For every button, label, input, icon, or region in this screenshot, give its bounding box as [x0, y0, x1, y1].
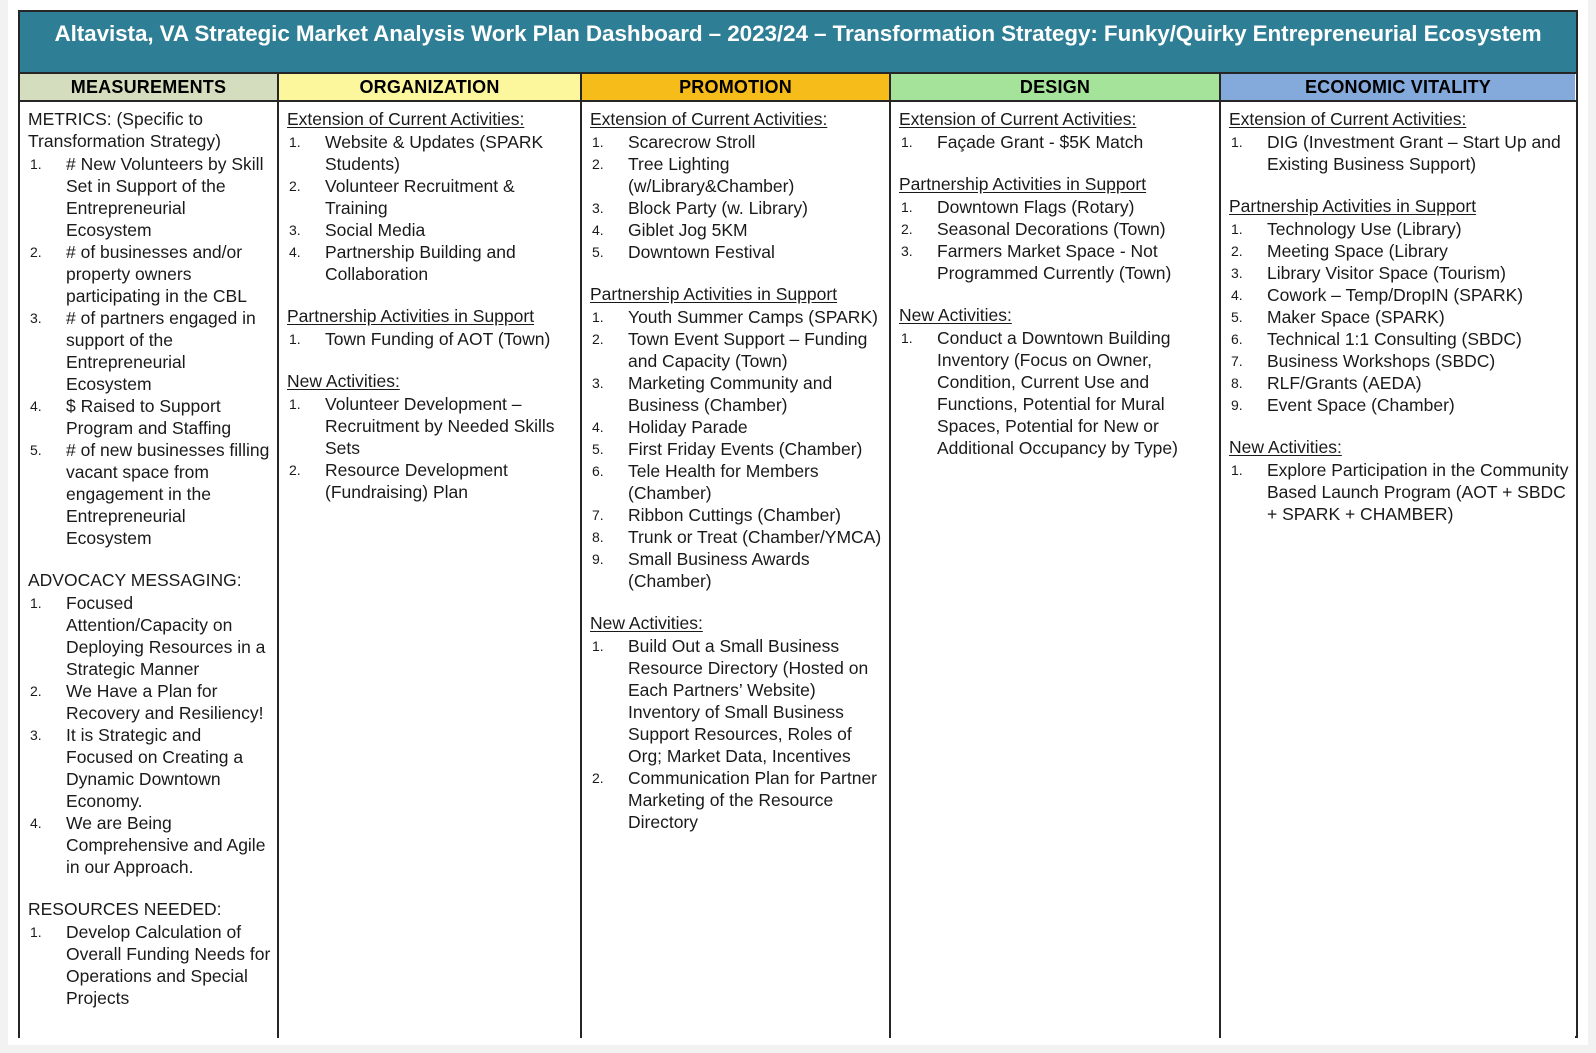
list-item-text: Façade Grant - $5K Match — [937, 132, 1144, 152]
section-spacer — [1229, 175, 1569, 195]
list-item-text: Youth Summer Camps (SPARK) — [628, 307, 878, 327]
column-header-promotion — [582, 74, 891, 100]
column-body-promotion — [582, 102, 891, 1038]
column-header-label: PROMOTION — [679, 76, 792, 97]
list-item-text: Marketing Community and Business (Chamber) — [628, 373, 833, 415]
list-item — [590, 153, 883, 197]
list-item-number: 5. — [30, 442, 42, 458]
list-item — [287, 328, 574, 350]
section-spacer — [590, 263, 883, 283]
section-item-list — [28, 592, 271, 878]
list-item — [590, 416, 883, 438]
section-item-list — [1229, 218, 1569, 416]
list-item-text: Tele Health for Members (Chamber) — [628, 461, 819, 503]
list-item-number: 1. — [30, 156, 42, 172]
section-heading: ADVOCACY MESSAGING: — [28, 570, 242, 590]
list-item-text: DIG (Investment Grant – Start Up and Existing Business Support) — [1267, 132, 1561, 174]
list-item — [899, 218, 1213, 240]
list-item — [1229, 372, 1569, 394]
list-item — [1229, 218, 1569, 240]
section-block — [287, 108, 574, 285]
list-item-text: Cowork – Temp/DropIN (SPARK) — [1267, 285, 1524, 305]
column-header-label: MEASUREMENTS — [70, 76, 227, 97]
column-header-row — [20, 74, 1576, 102]
page-margin-right — [1588, 0, 1596, 1053]
list-item-text: Downtown Flags (Rotary) — [937, 197, 1135, 217]
list-item-number: 1. — [592, 134, 604, 150]
list-item-number: 9. — [592, 551, 604, 567]
list-item-number: 4. — [592, 419, 604, 435]
list-item — [28, 395, 271, 439]
list-item-number: 3. — [1231, 265, 1243, 281]
list-item-text: Library Visitor Space (Tourism) — [1267, 263, 1506, 283]
list-item — [899, 131, 1213, 153]
section-heading: New Activities: — [1229, 437, 1342, 457]
list-item-text: Tree Lighting (w/Library&Chamber) — [628, 154, 795, 196]
section-block — [28, 108, 271, 549]
list-item — [590, 548, 883, 592]
list-item-number: 2. — [1231, 243, 1243, 259]
list-item — [28, 439, 271, 549]
list-item-number: 1. — [1231, 462, 1243, 478]
list-item-text: Giblet Jog 5KM — [628, 220, 748, 240]
list-item-number: 3. — [592, 375, 604, 391]
section-heading: Partnership Activities in Support — [1229, 196, 1477, 216]
list-item — [28, 724, 271, 812]
list-item-number: 4. — [1231, 287, 1243, 303]
list-item — [590, 306, 883, 328]
list-item — [899, 327, 1213, 459]
section-item-list — [1229, 459, 1569, 525]
column-header-label: ORGANIZATION — [359, 76, 500, 97]
list-item-number: 5. — [592, 441, 604, 457]
list-item-text: Town Event Support – Funding and Capacity (Town) — [628, 329, 868, 371]
list-item-number: 1. — [289, 331, 301, 347]
list-item — [287, 241, 574, 285]
list-item-number: 6. — [1231, 331, 1243, 347]
section-heading: Partnership Activities in Support — [590, 284, 838, 304]
list-item-text: # of businesses and/or property owners participating in the CBL — [66, 242, 247, 306]
section-spacer — [287, 285, 574, 305]
list-item-text: # New Volunteers by Skill Set in Support of the Entrepreneurial Ecosystem — [66, 154, 264, 240]
list-item — [590, 526, 883, 548]
list-item-number: 8. — [592, 529, 604, 545]
section-heading: New Activities: — [590, 613, 703, 633]
list-item — [1229, 131, 1569, 175]
list-item-text: Trunk or Treat (Chamber/YMCA) — [628, 527, 882, 547]
list-item-number: 2. — [289, 462, 301, 478]
list-item-number: 3. — [901, 243, 913, 259]
section-spacer — [287, 350, 574, 370]
work-plan-table — [18, 10, 1578, 1038]
section-block — [28, 898, 271, 1009]
section-item-list — [899, 327, 1213, 459]
list-item-text: $ Raised to Support Program and Staffing — [66, 396, 232, 438]
list-item — [1229, 306, 1569, 328]
list-item-text: Scarecrow Stroll — [628, 132, 756, 152]
list-item-number: 7. — [592, 507, 604, 523]
list-item-number: 1. — [30, 924, 42, 940]
list-item — [28, 921, 271, 1009]
section-spacer — [899, 153, 1213, 173]
list-item-number: 2. — [289, 178, 301, 194]
list-item-number: 8. — [1231, 375, 1243, 391]
section-item-list — [899, 131, 1213, 153]
list-item-number: 2. — [592, 770, 604, 786]
list-item-number: 1. — [901, 330, 913, 346]
section-item-list — [590, 306, 883, 592]
section-heading: Extension of Current Activities: — [590, 109, 828, 129]
list-item-text: Develop Calculation of Overall Funding Needs for Operations and Special Projects — [66, 922, 271, 1008]
list-item — [590, 372, 883, 416]
list-item-text: # of partners engaged in support of the Entrepreneurial Ecosystem — [66, 308, 256, 394]
list-item-text: Event Space (Chamber) — [1267, 395, 1455, 415]
section-heading: Partnership Activities in Support — [899, 174, 1147, 194]
section-spacer — [28, 878, 271, 898]
list-item-text: We are Being Comprehensive and Agile in our Approach. — [66, 813, 266, 877]
list-item — [590, 197, 883, 219]
section-heading: METRICS: (Specific to Transformation Strategy) — [28, 109, 221, 151]
section-block — [899, 108, 1213, 153]
section-item-list — [590, 635, 883, 833]
list-item-number: 4. — [30, 398, 42, 414]
column-body-economic-vitality — [1221, 102, 1575, 1038]
column-header-label: ECONOMIC VITALITY — [1304, 76, 1492, 97]
section-heading: New Activities: — [287, 371, 400, 391]
list-item-text: First Friday Events (Chamber) — [628, 439, 863, 459]
list-item — [1229, 350, 1569, 372]
section-item-list — [287, 393, 574, 503]
column-header-label: DESIGN — [1019, 76, 1091, 97]
list-item-number: 3. — [289, 222, 301, 238]
list-item-text: Ribbon Cuttings (Chamber) — [628, 505, 842, 525]
list-item-number: 3. — [30, 727, 42, 743]
list-item-text: Block Party (w. Library) — [628, 198, 808, 218]
column-header-economic-vitality — [1221, 74, 1575, 100]
list-item-number: 1. — [1231, 134, 1243, 150]
list-item-number: 3. — [30, 310, 42, 326]
section-block — [1229, 195, 1569, 416]
list-item — [590, 460, 883, 504]
list-item-number: 2. — [901, 221, 913, 237]
section-heading: Extension of Current Activities: — [287, 109, 525, 129]
column-body-organization — [279, 102, 582, 1038]
list-item-text: Holiday Parade — [628, 417, 748, 437]
column-body-row — [20, 102, 1576, 1038]
list-item — [1229, 394, 1569, 416]
list-item-text: Maker Space (SPARK) — [1267, 307, 1445, 327]
section-item-list — [1229, 131, 1569, 175]
list-item-text: Technology Use (Library) — [1267, 219, 1462, 239]
list-item-text: Downtown Festival — [628, 242, 775, 262]
list-item — [590, 328, 883, 372]
list-item — [287, 219, 574, 241]
section-item-list — [590, 131, 883, 263]
section-spacer — [590, 592, 883, 612]
column-body-measurements — [20, 102, 279, 1038]
list-item — [590, 635, 883, 767]
page-margin-left — [0, 0, 8, 1053]
list-item-text: RLF/Grants (AEDA) — [1267, 373, 1422, 393]
list-item-text: Partnership Building and Collaboration — [325, 242, 516, 284]
list-item — [287, 131, 574, 175]
section-block — [899, 304, 1213, 459]
section-block — [590, 108, 883, 263]
section-block — [1229, 436, 1569, 525]
list-item — [590, 767, 883, 833]
list-item — [28, 241, 271, 307]
section-block — [28, 569, 271, 878]
list-item — [899, 240, 1213, 284]
list-item-text: Website & Updates (SPARK Students) — [325, 132, 544, 174]
list-item-text: Social Media — [325, 220, 426, 240]
list-item — [590, 219, 883, 241]
list-item — [590, 131, 883, 153]
list-item-text: Seasonal Decorations (Town) — [937, 219, 1166, 239]
list-item-text: Business Workshops (SBDC) — [1267, 351, 1496, 371]
list-item — [899, 196, 1213, 218]
list-item — [28, 812, 271, 878]
section-spacer — [28, 549, 271, 569]
section-item-list — [287, 328, 574, 350]
page-margin-bottom — [0, 1045, 1596, 1053]
list-item-number: 7. — [1231, 353, 1243, 369]
section-heading: RESOURCES NEEDED: — [28, 899, 222, 919]
section-heading: Extension of Current Activities: — [1229, 109, 1467, 129]
list-item — [28, 307, 271, 395]
list-item-number: 1. — [30, 595, 42, 611]
list-item-text: Build Out a Small Business Resource Directory (Hosted on Each Partners’ Website) Inventory of Small Business Support Resources, Roles of Org; Market Data, Incentives — [628, 636, 869, 766]
list-item-number: 1. — [289, 396, 301, 412]
list-item-number: 5. — [592, 244, 604, 260]
list-item — [1229, 284, 1569, 306]
section-block — [287, 370, 574, 503]
section-block — [1229, 108, 1569, 175]
column-body-design — [891, 102, 1221, 1038]
column-header-organization — [279, 74, 582, 100]
list-item-text: Technical 1:1 Consulting (SBDC) — [1267, 329, 1522, 349]
list-item-text: Town Funding of AOT (Town) — [325, 329, 551, 349]
list-item-text: Conduct a Downtown Building Inventory (Focus on Owner, Condition, Current Use and Functions, Potential for Mural Spaces, Potential for New or Additional Occupancy by Type) — [937, 328, 1178, 458]
list-item-number: 2. — [592, 331, 604, 347]
list-item-number: 5. — [1231, 309, 1243, 325]
list-item-number: 2. — [30, 244, 42, 260]
section-item-list — [28, 921, 271, 1009]
list-item — [590, 438, 883, 460]
list-item — [287, 459, 574, 503]
list-item-number: 1. — [1231, 221, 1243, 237]
section-block — [590, 612, 883, 833]
section-spacer — [1229, 416, 1569, 436]
list-item-number: 4. — [30, 815, 42, 831]
section-block — [899, 173, 1213, 284]
column-header-design — [891, 74, 1221, 100]
list-item-text: Explore Participation in the Community Based Launch Program (AOT + SBDC + SPARK + CHAMBER) — [1267, 460, 1569, 524]
list-item-text: # of new businesses filling vacant space from engagement in the Entrepreneurial Ecosystem — [66, 440, 270, 548]
list-item — [1229, 262, 1569, 284]
list-item — [28, 153, 271, 241]
list-item — [590, 241, 883, 263]
list-item — [1229, 240, 1569, 262]
section-block — [287, 305, 574, 350]
list-item-text: Focused Attention/Capacity on Deploying Resources in a Strategic Manner — [66, 593, 266, 679]
list-item-number: 1. — [901, 199, 913, 215]
column-header-measurements — [20, 74, 279, 100]
list-item-number: 4. — [289, 244, 301, 260]
list-item — [287, 393, 574, 459]
section-heading: New Activities: — [899, 305, 1012, 325]
list-item-text: Farmers Market Space - Not Programmed Currently (Town) — [937, 241, 1172, 283]
list-item — [1229, 328, 1569, 350]
list-item — [590, 504, 883, 526]
list-item-number: 1. — [592, 638, 604, 654]
section-item-list — [899, 196, 1213, 284]
list-item-number: 3. — [592, 200, 604, 216]
list-item-text: We Have a Plan for Recovery and Resiliency! — [66, 681, 264, 723]
section-heading: Partnership Activities in Support — [287, 306, 535, 326]
list-item-text: Communication Plan for Partner Marketing of the Resource Directory — [628, 768, 877, 832]
section-heading: Extension of Current Activities: — [899, 109, 1137, 129]
list-item-number: 1. — [289, 134, 301, 150]
list-item — [28, 680, 271, 724]
list-item-text: Small Business Awards (Chamber) — [628, 549, 810, 591]
list-item-text: Volunteer Recruitment & Training — [325, 176, 515, 218]
list-item-text: Resource Development (Fundraising) Plan — [325, 460, 508, 502]
list-item — [28, 592, 271, 680]
list-item-text: It is Strategic and Focused on Creating a Dynamic Downtown Economy. — [66, 725, 244, 811]
list-item-number: 4. — [592, 222, 604, 238]
list-item-number: 9. — [1231, 397, 1243, 413]
list-item-text: Meeting Space (Library — [1267, 241, 1448, 261]
list-item-number: 2. — [30, 683, 42, 699]
list-item-number: 1. — [901, 134, 913, 150]
list-item-text: Volunteer Development – Recruitment by Needed Skills Sets — [325, 394, 555, 458]
section-block — [590, 283, 883, 592]
section-item-list — [287, 131, 574, 285]
list-item-number: 6. — [592, 463, 604, 479]
section-item-list — [28, 153, 271, 549]
dashboard-title: Altavista, VA Strategic Market Analysis Work Plan Dashboard – 2023/24 – Transformation Strategy: Funky/Quirky Entrepreneurial Ecosystem — [20, 12, 1576, 74]
list-item-number: 2. — [592, 156, 604, 172]
list-item — [1229, 459, 1569, 525]
list-item — [287, 175, 574, 219]
section-spacer — [899, 284, 1213, 304]
list-item-number: 1. — [592, 309, 604, 325]
